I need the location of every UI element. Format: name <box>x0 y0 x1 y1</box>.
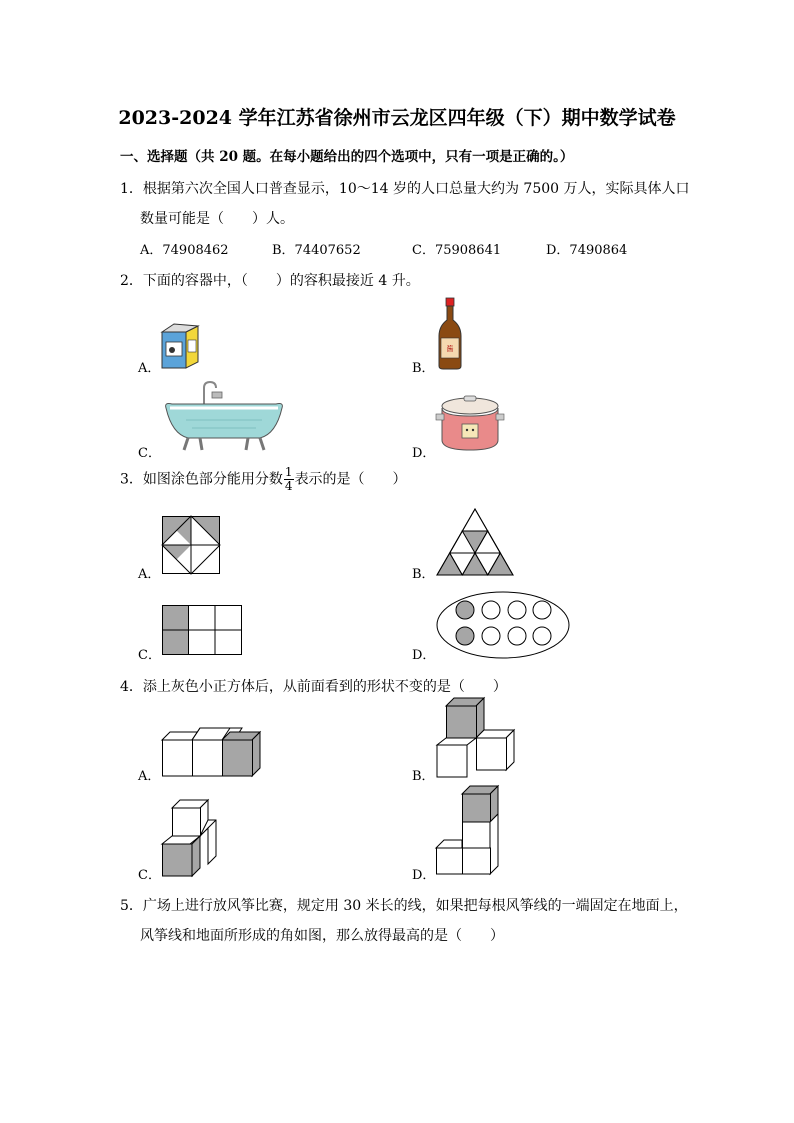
cubes-figure-b <box>436 698 516 778</box>
q1-option-a: A．74908462 <box>140 243 229 258</box>
q3-option-d: D． <box>412 648 436 663</box>
question-4-text: 4．添上灰色小正方体后，从前面看到的形状不变的是（ ） <box>120 679 507 695</box>
fraction-one-quarter <box>284 466 294 493</box>
cubes-figure-a <box>162 726 262 778</box>
question-2-text: 2．下面的容器中，（ ）的容积最接近 4 升。 <box>120 273 420 289</box>
svg-text:酱: 酱 <box>446 345 454 353</box>
question-3-text-after: 表示的是（ ） <box>294 471 407 488</box>
q3-option-b: B． <box>412 567 435 582</box>
question-1-line-2: 数量可能是（ ）人。 <box>140 211 294 227</box>
q3-option-c: C． <box>138 648 161 663</box>
fraction-numerator: 1 <box>284 465 293 479</box>
question-3-text-before: 3．如图涂色部分能用分数 <box>120 471 283 488</box>
soy-sauce-bottle-icon <box>435 298 465 370</box>
fraction-denominator: 4 <box>284 479 293 493</box>
square-triangles-figure <box>162 516 220 574</box>
q2-option-d: D． <box>412 446 436 461</box>
question-1-line-1: 1．根据第六次全国人口普查显示，10～14 岁的人口总量大约为 7500 万人，实际具体人口 <box>120 181 690 197</box>
q1-option-b: B．74407652 <box>272 243 361 258</box>
section-heading: 一、选择题（共 20 题。在每小题给出的四个选项中，只有一项是正确的。） <box>120 149 574 165</box>
q2-option-a: A． <box>138 361 161 376</box>
q4-option-c: C． <box>138 868 161 883</box>
rectangle-grid-figure <box>162 605 242 655</box>
q4-option-b: B． <box>412 769 435 784</box>
q4-option-d: D． <box>412 868 436 883</box>
bathtub-icon <box>164 378 284 454</box>
q4-option-a: A． <box>138 769 161 784</box>
q3-option-a: A． <box>138 567 161 582</box>
question-3-text <box>120 466 407 493</box>
question-5-line-1: 5．广场上进行放风筝比赛，规定用 30 米长的线，如果把每根风筝线的一端固定在地面上， <box>120 898 688 914</box>
cubes-figure-d <box>436 786 500 878</box>
q2-option-c: C． <box>138 446 161 461</box>
cubes-figure-c <box>162 800 218 878</box>
q2-option-b: B． <box>412 361 435 376</box>
q1-option-d: D．7490864 <box>546 243 628 258</box>
q1-option-c: C．75908641 <box>412 243 502 258</box>
page-title: 2023-2024 学年江苏省徐州市云龙区四年级（下）期中数学试卷 <box>118 107 676 129</box>
triangle-grid-figure <box>437 509 513 575</box>
question-5-line-2: 风筝线和地面所形成的角如图，那么放得最高的是（ ） <box>140 928 504 944</box>
circles-ellipse-figure <box>436 591 570 659</box>
rice-cooker-icon <box>436 394 504 452</box>
milk-carton-icon <box>158 322 202 370</box>
